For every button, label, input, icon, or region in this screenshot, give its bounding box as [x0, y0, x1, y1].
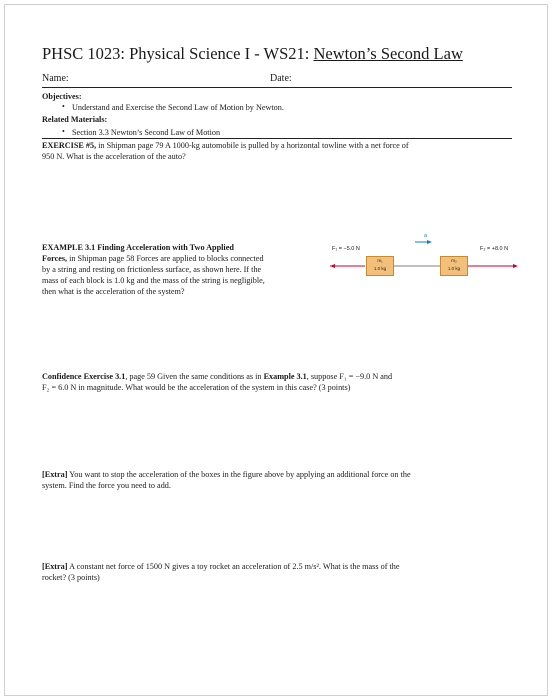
block-m2	[440, 256, 468, 276]
related-item: Section 3.3 Newton’s Second Law of Motion	[72, 128, 221, 137]
exercise5-line1	[42, 140, 517, 151]
course-title: PHSC 1023: Physical Science I - WS21:	[42, 44, 310, 63]
confidence-line1	[42, 371, 517, 382]
extra2-text-1: A constant net force of 1500 N gives a toy rocket an acceleration of 2.5 m/s². What is the mass of the	[69, 562, 400, 571]
block-m1	[366, 256, 394, 276]
bullet-icon: •	[62, 127, 65, 136]
extra1-label: [Extra]	[42, 470, 68, 479]
extra2-label: [Extra]	[42, 562, 68, 571]
confidence-text-2: F₂ = 6.0 N in magnitude. What would be the acceleration of the system in this case? (3 points)	[42, 383, 351, 392]
confidence-example-ref: Example 3.1	[263, 372, 307, 381]
extra2-line1	[42, 561, 517, 572]
example31-forces: Forces,	[42, 254, 68, 263]
accel-arrowhead	[427, 240, 432, 244]
m1-mass: 1.0 kg	[373, 266, 387, 271]
extra1-text-2: system. Find the force you need to add.	[42, 481, 171, 490]
objectives-heading: Objectives:	[42, 92, 82, 101]
f1-arrowhead	[330, 264, 335, 268]
date-label: Date:	[270, 73, 292, 84]
extra2-text-2: rocket? (3 points)	[42, 573, 100, 582]
accel-label: a	[424, 233, 428, 239]
f1-label: F₁ = −5.0 N	[332, 246, 360, 252]
force-diagram	[330, 233, 520, 276]
exercise5-label: EXERCISE #5,	[42, 141, 97, 150]
exercise5-text-1: in Shipman page 79 A 1000-kg automobile is pulled by a horizontal towline with a net force of	[98, 141, 409, 150]
related-heading: Related Materials:	[42, 115, 108, 124]
force-diagram-svg	[330, 236, 520, 276]
m2-mass: 1.0 kg	[447, 266, 461, 271]
bullet-icon: •	[62, 102, 65, 111]
f2-arrowhead	[513, 264, 518, 268]
name-date-row	[42, 73, 512, 88]
confidence-text-1a: , page 59 Given the same conditions as in	[125, 372, 262, 381]
example31-text-2: by a string and resting on frictionless surface, as shown here. If the	[42, 265, 262, 274]
objective-item: Understand and Exercise the Second Law of Motion by Newton.	[72, 103, 284, 112]
extra1-text-1: You want to stop the acceleration of the boxes in the figure above by applying an additional force on the	[69, 470, 411, 479]
example31-line1	[42, 253, 264, 264]
extra1-line1	[42, 469, 517, 480]
example31-text-1: in Shipman page 58 Forces are applied to blocks connected	[69, 254, 264, 263]
m2-label: m₂	[451, 258, 457, 263]
example31-heading: EXAMPLE 3.1 Finding Acceleration with Two Applied	[42, 243, 234, 252]
confidence-text-1c: , suppose F₁ = −9.0 N and	[306, 372, 393, 381]
name-label: Name:	[42, 73, 69, 84]
example31-text-4: then what is the acceleration of the system?	[42, 287, 185, 296]
m1-label: m₁	[377, 258, 383, 263]
page-title	[42, 44, 463, 64]
example31-text-3: mass of each block is 1.0 kg and the mass of the string is negligible,	[42, 276, 265, 285]
f2-label: F₂ = +8.0 N	[480, 246, 509, 252]
exercise5-text-2: 950 N. What is the acceleration of the auto?	[42, 152, 186, 161]
topic-title: Newton’s Second Law	[313, 44, 463, 63]
section-divider	[42, 138, 512, 139]
confidence-label: Confidence Exercise 3.1	[42, 372, 126, 381]
